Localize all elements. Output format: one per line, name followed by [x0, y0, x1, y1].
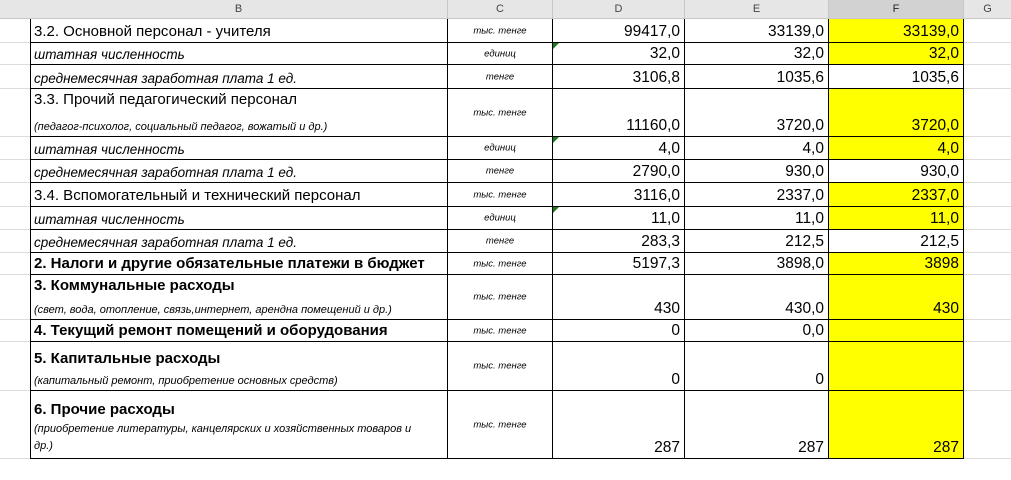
cell-number: 3106,8	[632, 69, 680, 86]
cell-label[interactable]	[30, 43, 448, 65]
cell-value-e[interactable]	[685, 320, 829, 342]
cell-empty-g[interactable]	[964, 320, 1011, 342]
cell-number: 212,5	[785, 233, 824, 250]
spreadsheet-grid	[0, 19, 1011, 480]
cell-label[interactable]	[30, 137, 448, 160]
row-gutter	[0, 137, 30, 160]
cell-value-f[interactable]	[829, 391, 964, 459]
row-gutter	[0, 391, 30, 459]
cell-value-f[interactable]	[829, 19, 964, 43]
unit-text: тыс. тенге	[473, 325, 527, 336]
cell-number: 11160,0	[626, 117, 680, 134]
row-gutter	[0, 183, 30, 207]
row-title: 3.3. Прочий педагогический персонал	[34, 91, 297, 108]
cell-empty-g[interactable]	[964, 275, 1011, 320]
cell-number: 3720,0	[911, 117, 959, 134]
cell-number: 11,0	[650, 210, 680, 227]
cell-value-e[interactable]	[685, 183, 829, 207]
table-row	[0, 230, 1011, 253]
row-title: 6. Прочие расходы	[34, 401, 175, 418]
table-row	[0, 275, 1011, 320]
cell-unit[interactable]	[448, 160, 553, 183]
cell-number: 99417,0	[623, 23, 680, 40]
cell-unit[interactable]	[448, 43, 553, 65]
row-subtitle: (свет, вода, отопление, связь,интернет, арендна помещений и др.)	[34, 304, 392, 316]
cell-number: 212,5	[920, 233, 959, 250]
row-gutter	[0, 65, 30, 89]
cell-number: 33139,0	[767, 23, 824, 40]
cell-number: 3898	[924, 255, 959, 272]
cell-label[interactable]	[30, 89, 448, 137]
cell-value-f[interactable]	[829, 89, 964, 137]
cell-value-d[interactable]	[553, 230, 685, 253]
cell-number: 930,0	[785, 163, 824, 180]
cell-number: 33139,0	[902, 23, 959, 40]
cell-unit[interactable]	[448, 89, 553, 137]
cell-number: 2337,0	[911, 187, 959, 204]
table-row	[0, 19, 1011, 43]
cell-value-d[interactable]	[553, 160, 685, 183]
cell-number: 3898,0	[776, 255, 824, 272]
cell-empty-g[interactable]	[964, 230, 1011, 253]
row-title: 2. Налоги и другие обязательные платежи в бюджет	[34, 255, 425, 272]
cell-value-d[interactable]	[553, 183, 685, 207]
cell-value-f[interactable]	[829, 207, 964, 230]
column-header-bar	[0, 0, 1011, 19]
cell-unit[interactable]	[448, 137, 553, 160]
cell-number: 4,0	[937, 140, 959, 157]
cell-value-e[interactable]	[685, 391, 829, 459]
cell-number: 1035,6	[911, 69, 959, 86]
cell-value-e[interactable]	[685, 19, 829, 43]
table-row	[0, 342, 1011, 391]
cell-value-e[interactable]	[685, 137, 829, 160]
table-row	[0, 43, 1011, 65]
row-gutter	[0, 320, 30, 342]
row-gutter	[0, 160, 30, 183]
cell-value-e[interactable]	[685, 160, 829, 183]
cell-value-e[interactable]	[685, 43, 829, 65]
cell-empty-g[interactable]	[964, 19, 1011, 43]
cell-label[interactable]	[30, 160, 448, 183]
error-indicator-icon	[553, 207, 559, 213]
column-header-d[interactable]: D	[553, 0, 685, 18]
unit-text: единиц	[484, 142, 516, 154]
cell-number: 430	[933, 300, 959, 317]
cell-value-f[interactable]	[829, 43, 964, 65]
cell-value-e[interactable]	[685, 89, 829, 137]
cell-unit[interactable]	[448, 253, 553, 275]
cell-label[interactable]	[30, 19, 448, 43]
cell-value-f[interactable]	[829, 342, 964, 391]
table-row	[0, 320, 1011, 342]
row-gutter	[0, 253, 30, 275]
cell-number: 1035,6	[776, 69, 824, 86]
cell-value-e[interactable]	[685, 65, 829, 89]
cell-value-e[interactable]	[685, 230, 829, 253]
row-subtitle: (капитальный ремонт, приобретение основных средств)	[34, 375, 338, 387]
cell-number: 430,0	[785, 300, 824, 317]
column-header-f[interactable]: F	[829, 0, 964, 18]
cell-number: 0,0	[802, 322, 824, 339]
table-row	[0, 137, 1011, 160]
cell-number: 32,0	[928, 45, 959, 62]
cell-value-d[interactable]	[553, 207, 685, 230]
unit-text: тенге	[485, 165, 515, 177]
cell-number: 0	[671, 322, 680, 339]
unit-text: единиц	[484, 48, 516, 59]
cell-number: 930,0	[920, 163, 959, 180]
cell-value-f[interactable]	[829, 230, 964, 253]
cell-number: 0	[815, 371, 824, 388]
cell-unit[interactable]	[448, 320, 553, 342]
cell-value-f[interactable]	[829, 160, 964, 183]
row-subtitle: (приобретение литературы, канцелярских и хозяйственных товаров и др.)	[34, 423, 412, 452]
row-title: штатная численность	[34, 47, 185, 62]
cell-number: 287	[798, 439, 824, 456]
unit-text: тыс. тенге	[473, 258, 527, 269]
cell-unit[interactable]	[448, 342, 553, 391]
cell-number: 32,0	[793, 45, 824, 62]
row-subtitle: (педагог-психолог, социальный педагог, вожатый и др.)	[34, 121, 328, 133]
row-gutter	[0, 89, 30, 137]
cell-value-f[interactable]	[829, 320, 964, 342]
cell-value-e[interactable]	[685, 253, 829, 275]
cell-unit[interactable]	[448, 65, 553, 89]
column-header-g[interactable]: G	[983, 3, 992, 15]
cell-value-d[interactable]	[553, 391, 685, 459]
unit-text: тыс. тенге	[473, 25, 527, 36]
table-row	[0, 89, 1011, 137]
row-title: штатная численность	[34, 142, 185, 157]
cell-unit[interactable]	[448, 207, 553, 230]
cell-empty-g[interactable]	[964, 183, 1011, 207]
row-title: 3.2. Основной персонал - учителя	[34, 23, 271, 40]
column-header-b[interactable]: B	[30, 0, 448, 18]
cell-empty-g[interactable]	[964, 89, 1011, 137]
table-row	[0, 391, 1011, 459]
cell-unit[interactable]	[448, 19, 553, 43]
row-title: 3. Коммунальные расходы	[34, 277, 235, 294]
cell-number: 11,0	[794, 210, 824, 227]
cell-label[interactable]	[30, 253, 448, 275]
cell-label[interactable]	[30, 65, 448, 89]
table-row	[0, 183, 1011, 207]
cell-value-f[interactable]	[829, 65, 964, 89]
cell-unit[interactable]	[448, 391, 553, 459]
unit-text: тыс. тенге	[473, 419, 527, 430]
cell-value-d[interactable]	[553, 137, 685, 160]
row-gutter	[0, 19, 30, 43]
cell-value-e[interactable]	[685, 275, 829, 320]
cell-value-d[interactable]	[553, 19, 685, 43]
cell-number: 11,0	[929, 210, 959, 227]
cell-value-e[interactable]	[685, 207, 829, 230]
unit-text: единиц	[484, 212, 516, 224]
cell-number: 2337,0	[776, 187, 824, 204]
error-indicator-icon	[553, 43, 559, 49]
cell-number: 3720,0	[776, 117, 824, 134]
table-row	[0, 65, 1011, 89]
cell-value-f[interactable]	[829, 253, 964, 275]
cell-value-f[interactable]	[829, 275, 964, 320]
cell-unit[interactable]	[448, 183, 553, 207]
column-header-c[interactable]: C	[448, 0, 553, 18]
unit-text: тыс. тенге	[473, 107, 527, 118]
row-title: штатная численность	[34, 212, 185, 227]
cell-empty-g[interactable]	[964, 207, 1011, 230]
table-row	[0, 207, 1011, 230]
cell-label[interactable]	[30, 183, 448, 207]
cell-empty-g[interactable]	[964, 253, 1011, 275]
unit-text: тыс. тенге	[473, 189, 527, 200]
cell-number: 4,0	[658, 140, 680, 157]
cell-value-d[interactable]	[553, 253, 685, 275]
cell-value-d[interactable]	[553, 275, 685, 320]
cell-number: 3116,0	[633, 187, 680, 204]
cell-empty-g[interactable]	[964, 65, 1011, 89]
cell-number: 287	[933, 439, 959, 456]
cell-number: 2790,0	[632, 163, 680, 180]
cell-number: 4,0	[802, 140, 824, 157]
cell-value-f[interactable]	[829, 183, 964, 207]
column-header-e[interactable]: E	[685, 0, 829, 18]
cell-number: 287	[654, 439, 680, 456]
cell-value-e[interactable]	[685, 342, 829, 391]
cell-empty-g[interactable]	[964, 391, 1011, 459]
row-gutter	[0, 230, 30, 253]
row-title: 5. Капитальные расходы	[34, 350, 221, 367]
cell-label[interactable]	[30, 275, 448, 320]
cell-empty-g[interactable]	[964, 137, 1011, 160]
cell-label[interactable]	[30, 230, 448, 253]
unit-text: тыс. тенге	[473, 360, 527, 372]
row-title: среднемесячная заработная плата 1 ед.	[34, 71, 297, 86]
row-gutter	[0, 342, 30, 391]
cell-value-d[interactable]	[553, 342, 685, 391]
cell-label[interactable]	[30, 320, 448, 342]
error-indicator-icon	[553, 137, 559, 143]
cell-value-d[interactable]	[553, 320, 685, 342]
cell-unit[interactable]	[448, 275, 553, 320]
cell-number: 5197,3	[632, 255, 680, 272]
table-row	[0, 253, 1011, 275]
cell-empty-g[interactable]	[964, 342, 1011, 391]
table-row	[0, 160, 1011, 183]
cell-empty-g[interactable]	[964, 43, 1011, 65]
cell-empty-g[interactable]	[964, 160, 1011, 183]
cell-number: 430	[654, 300, 680, 317]
row-title: 3.4. Вспомогательный и технический персонал	[34, 187, 361, 204]
row-title: 4. Текущий ремонт помещений и оборудования	[34, 322, 388, 339]
cell-number: 283,3	[641, 233, 680, 250]
cell-value-d[interactable]	[553, 65, 685, 89]
cell-label[interactable]	[30, 391, 448, 459]
unit-text: тенге	[485, 71, 515, 82]
row-gutter	[0, 207, 30, 230]
cell-value-d[interactable]	[553, 43, 685, 65]
cell-label[interactable]	[30, 207, 448, 230]
cell-label[interactable]	[30, 342, 448, 391]
row-title: среднемесячная заработная плата 1 ед.	[34, 235, 297, 250]
cell-unit[interactable]	[448, 230, 553, 253]
row-gutter	[0, 275, 30, 320]
row-title: среднемесячная заработная плата 1 ед.	[34, 165, 297, 180]
row-gutter	[0, 43, 30, 65]
unit-text: тенге	[485, 235, 515, 247]
cell-number: 0	[671, 371, 680, 388]
cell-value-f[interactable]	[829, 137, 964, 160]
cell-number: 32,0	[649, 45, 680, 62]
unit-text: тыс. тенге	[473, 291, 527, 303]
cell-value-d[interactable]	[553, 89, 685, 137]
